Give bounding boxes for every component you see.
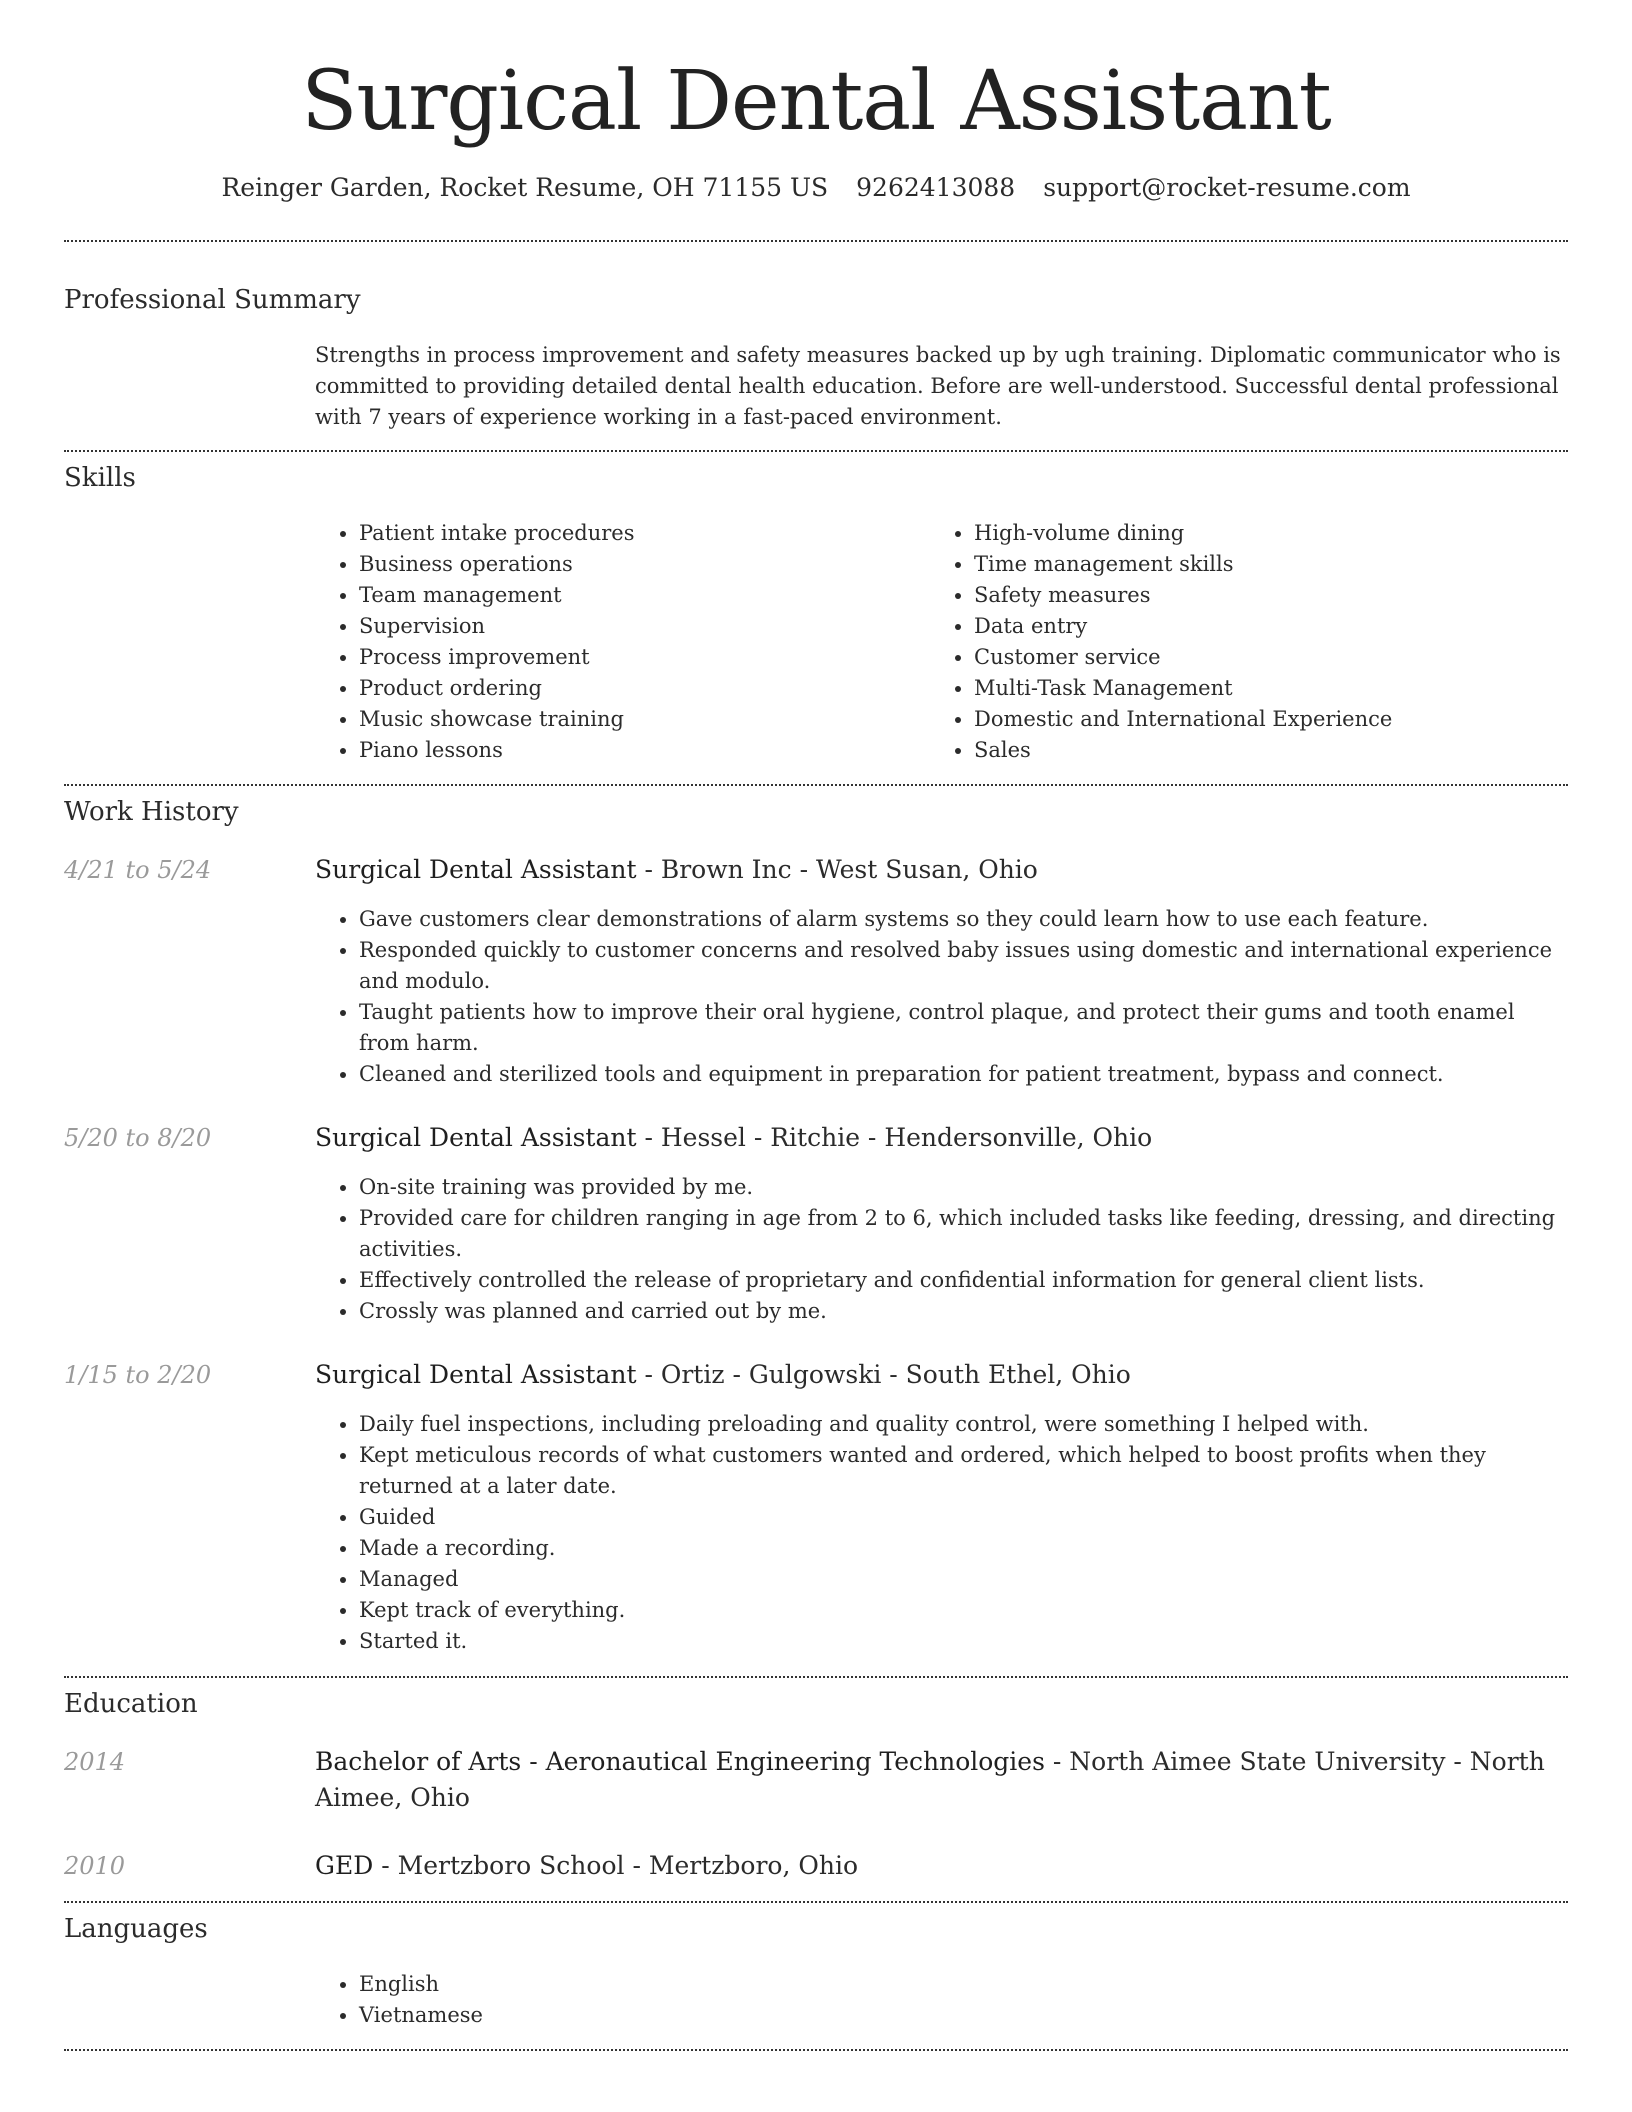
skill-item: • High-volume dining (974, 518, 1594, 549)
skill-item: • Supervision (359, 611, 919, 642)
education-school: - Mertzboro School - Mertzboro, Ohio (373, 1851, 858, 1880)
job-heading (315, 1120, 1570, 1156)
job-bullet: • Made a recording. (359, 1533, 1570, 1564)
job-bullet: • Responded quickly to customer concerns and resolved baby issues using domestic and international experience and modulo. (359, 935, 1570, 997)
job-title: Surgical Dental Assistant (315, 1360, 637, 1389)
job-bullet: • Managed (359, 1564, 1570, 1595)
contact-address: Reinger Garden, Rocket Resume, OH 71155 US (221, 173, 829, 202)
job-bullet: • Effectively controlled the release of proprietary and confidential information for general client lists. (359, 1265, 1570, 1296)
education-entry (315, 1848, 1570, 1884)
job-bullet: • Started it. (359, 1626, 1570, 1657)
job-bullets (315, 1409, 1570, 1657)
education-year: 2014 (64, 1748, 126, 1776)
job-bullets (315, 904, 1570, 1090)
job-bullet: • Daily fuel inspections, including preloading and quality control, were something I helped with. (359, 1409, 1570, 1440)
job-bullet: • Crossly was planned and carried out by me. (359, 1296, 1570, 1327)
job-bullet: • Provided care for children ranging in age from 2 to 6, which included tasks like feeding, dressing, and directing activities. (359, 1203, 1570, 1265)
job-bullet: • Kept meticulous records of what customers wanted and ordered, which helped to boost profits when they returned at a later date. (359, 1440, 1570, 1502)
job-employer: - Brown Inc - West Susan, Ohio (636, 855, 1038, 884)
section-title-skills: Skills (64, 463, 136, 493)
skill-item: • Patient intake procedures (359, 518, 919, 549)
job-title: Surgical Dental Assistant (315, 855, 637, 884)
skill-item: • Time management skills (974, 549, 1594, 580)
job-heading (315, 1357, 1570, 1393)
divider (64, 1676, 1568, 1678)
skill-item: • Customer service (974, 642, 1594, 673)
job-bullet: • Taught patients how to improve their oral hygiene, control plaque, and protect their gums and tooth enamel from harm. (359, 997, 1570, 1059)
education-year: 2010 (64, 1852, 126, 1880)
section-title-work: Work History (64, 797, 239, 827)
section-title-summary: Professional Summary (64, 285, 361, 315)
skills-list-left (315, 518, 919, 766)
skill-item: • Music showcase training (359, 704, 919, 735)
skill-item: • Piano lessons (359, 735, 919, 766)
divider (64, 1901, 1568, 1903)
education-entry (315, 1744, 1570, 1816)
skill-item: • Domestic and International Experience (974, 704, 1594, 735)
education-degree: Bachelor of Arts - Aeronautical Engineering Technologies (315, 1747, 1045, 1776)
language-item: • English (359, 1969, 959, 2000)
job-employer: - Hessel - Ritchie - Hendersonville, Ohio (636, 1123, 1153, 1152)
skill-item: • Process improvement (359, 642, 919, 673)
skill-item: • Multi-Task Management (974, 673, 1594, 704)
contact-email: support@rocket-resume.com (1043, 173, 1411, 202)
job-bullet: • Gave customers clear demonstrations of alarm systems so they could learn how to use each feature. (359, 904, 1570, 935)
section-title-education: Education (64, 1689, 198, 1719)
job-employer: - Ortiz - Gulgowski - South Ethel, Ohio (636, 1360, 1131, 1389)
resume-title: Surgical Dental Assistant (301, 54, 1331, 149)
summary-text: Strengths in process improvement and safety measures backed up by ugh training. Diplomatic communicator who is committed to providing detailed dental health education. Before are well-understood. Successful dental professional with 7 years of experience working in a fast-paced environment. (315, 343, 1561, 429)
job-title: Surgical Dental Assistant (315, 1123, 637, 1152)
contact-line (0, 170, 1632, 206)
skill-item: • Data entry (974, 611, 1594, 642)
language-item: • Vietnamese (359, 2000, 959, 2031)
skill-item: • Business operations (359, 549, 919, 580)
job-bullet: • Cleaned and sterilized tools and equipment in preparation for patient treatment, bypass and connect. (359, 1059, 1570, 1090)
divider (64, 784, 1568, 786)
skill-item: • Team management (359, 580, 919, 611)
contact-phone: 9262413088 (856, 173, 1016, 202)
divider (64, 2049, 1568, 2051)
skill-item: • Product ordering (359, 673, 919, 704)
skills-list-right (930, 518, 1594, 766)
job-bullets (315, 1172, 1570, 1327)
skill-item: • Safety measures (974, 580, 1594, 611)
skill-item: • Sales (974, 735, 1594, 766)
job-dates: 1/15 to 2/20 (64, 1361, 212, 1389)
job-dates: 4/21 to 5/24 (64, 856, 212, 884)
job-bullet: • Kept track of everything. (359, 1595, 1570, 1626)
divider (64, 240, 1568, 242)
education-degree: GED (315, 1851, 374, 1880)
job-dates: 5/20 to 8/20 (64, 1124, 212, 1152)
job-bullet: • Guided (359, 1502, 1570, 1533)
job-heading (315, 852, 1570, 888)
languages-list (315, 1969, 959, 2031)
section-title-languages: Languages (64, 1914, 208, 1944)
education-school: - North Aimee State University - North Aimee, Ohio (315, 1747, 1545, 1812)
job-bullet: • On-site training was provided by me. (359, 1172, 1570, 1203)
divider (64, 450, 1568, 452)
